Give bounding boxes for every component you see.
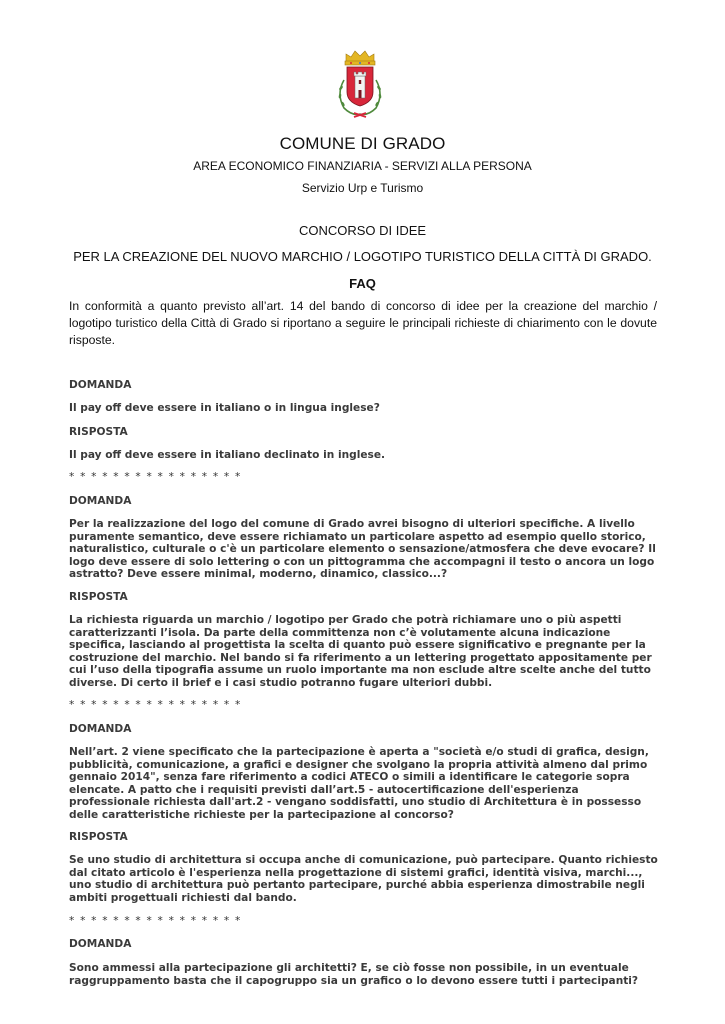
contest-title: CONCORSO DI IDEE — [298, 223, 427, 238]
separator: * * * * * * * * * * * * * * * * — [69, 699, 242, 711]
answer-text: Il pay off deve essere in italiano declinato in inglese. — [69, 449, 386, 461]
answer-label: RISPOSTA — [69, 591, 128, 603]
question-label: DOMANDA — [69, 379, 132, 391]
contest-subtitle: PER LA CREAZIONE DEL NUOVO MARCHIO / LOGOTIPO TURISTICO DELLA CITTÀ DI GRADO. — [73, 249, 652, 264]
department-name: AREA ECONOMICO FINANZIARIA - SERVIZI ALLA PERSONA — [193, 159, 532, 173]
question-label: DOMANDA — [69, 938, 132, 950]
separator: * * * * * * * * * * * * * * * * — [69, 915, 242, 927]
answer-text: La richiesta riguarda un marchio / logotipo per Grado che potrà richiamare uno o più aspetti caratterizzanti l’isola. Da parte della committenza non c’è volutamente alcuna indicazione specifica, lasciando al progettista la scelta di quanto può essere significativo e pregnante per la costruzione del marchio. Nel bando si fa riferimento a un lettering progettato appositamente per cui l’uso della tipografia assume un ruolo importante ma non esclude altre scelte anche del tutto diverse. Di certo il brief e i casi studio potranno fugare ulteriori dubbi. — [69, 614, 652, 689]
question-text: Per la realizzazione del logo del comune di Grado avrei bisogno di ulteriori specifiche. A livello puramente semantico, deve essere richiamato un particolare aspetto ad esempio quello storico, naturalistico, culturale o c'è un particolare elemento o sensazione/atmosfera che deve evocare? Il logo deve essere di solo lettering o con un pittogramma che accompagni il testo o ancora un logo astratto? Deve essere minimal, moderno, dinamico, classico...? — [69, 518, 656, 581]
faq-heading: FAQ — [349, 276, 376, 291]
question-label: DOMANDA — [69, 495, 132, 507]
municipality-title: COMUNE DI GRADO — [279, 134, 446, 153]
answer-label: RISPOSTA — [69, 426, 128, 438]
intro-paragraph: In conformità a quanto previsto all’art. 14 del bando di concorso di idee per la creazione del marchio / logotipo turistico della Città di Grado si riportano a seguire le principali richieste di chiarimento con le dovute risposte. — [69, 299, 657, 347]
question-label: DOMANDA — [69, 723, 132, 735]
separator: * * * * * * * * * * * * * * * * — [69, 471, 242, 483]
answer-label: RISPOSTA — [69, 831, 128, 843]
question-text: Sono ammessi alla partecipazione gli architetti? E, se ciò fosse non possibile, in un eventuale raggruppamento basta che il capogruppo sia un grafico o lo devono essere tutti i partecipanti? — [69, 962, 639, 987]
question-text: Il pay off deve essere in italiano o in lingua inglese? — [69, 402, 380, 414]
service-name: Servizio Urp e Turismo — [301, 181, 424, 195]
coat-of-arms-logo — [330, 50, 390, 122]
answer-text: Se uno studio di architettura si occupa anche di comunicazione, può partecipare. Quanto richiesto dal citato articolo è l'esperienza nella progettazione di sistemi grafici, identità visiva, marchi..., uno studio di architettura può pertanto partecipare, purché abbia esperienza dimostrabile negli ambiti progettuali richiesti dal bando. — [69, 854, 658, 904]
question-text: Nell’art. 2 viene specificato che la partecipazione è aperta a "società e/o studi di grafica, design, pubblicità, comunicazione, a grafici e designer che svolgano la propria attività almeno dal primo gennaio 2014", senza fare riferimento a codici ATECO o simili a identificare le categorie sopra elencate. A patto che i requisiti previsti dall’art.5 - autocertificazione dell'esperienza professionale richiesta dall'art.2 - vengano soddisfatti, uno studio di Architettura è in possesso delle caratteristiche richieste per la partecipazione al concorso? — [69, 746, 649, 821]
